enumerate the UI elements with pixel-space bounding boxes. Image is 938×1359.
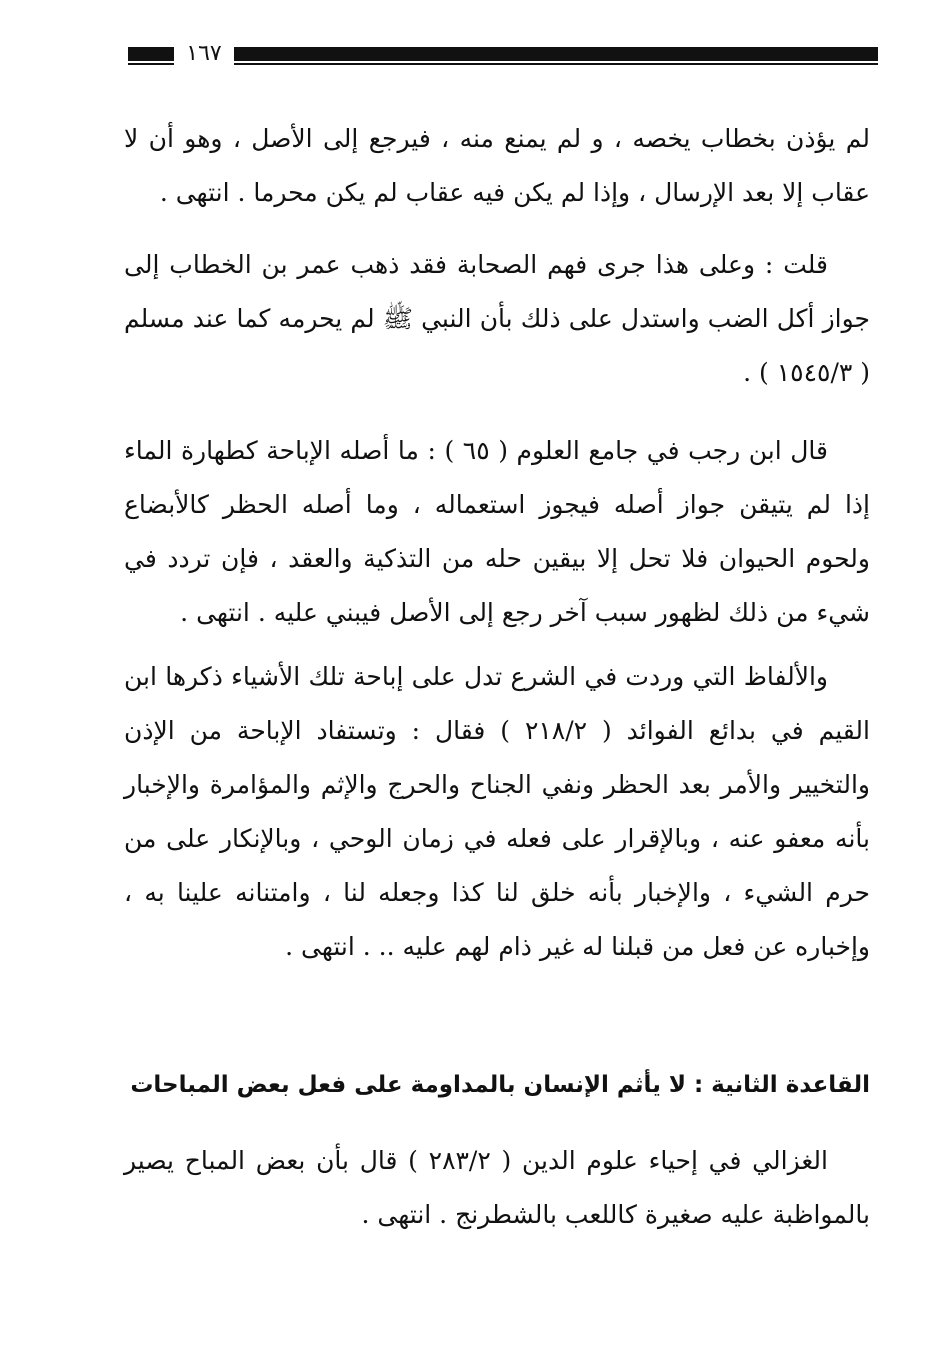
page-header <box>128 38 878 70</box>
page-number: ١٦٧ <box>186 41 222 66</box>
paragraph-continuation: لم يؤذن بخطاب يخصه ، و لم يمنع منه ، فيرجع إلى الأصل ، وهو أن لا عقاب إلا بعد الإرسال ، وإذا لم يكن فيه عقاب لم يكن محرما . انتهى . <box>124 124 870 207</box>
paragraph-ibn-rajab: قال ابن رجب في جامع العلوم ( ٦٥ ) : ما أصله الإباحة كطهارة الماء إذا لم يتيقن جواز أصله فيجوز استعماله ، وما أصله الحظر كالأبضاع ولحوم الحيوان فلا تحل إلا بيقين حله من التذكية والعقد ، فإن تردد في شيء من ذلك لظهور سبب آخر رجع إلى الأصل فيبني عليه . انتهى . <box>124 436 871 627</box>
header-rule-left-thin <box>128 63 174 65</box>
header-rule-left <box>128 47 174 61</box>
page-body <box>124 112 870 1242</box>
paragraph-omar-dhabb: قلت : وعلى هذا جرى فهم الصحابة فقد ذهب عمر بن الخطاب إلى جواز أكل الضب واستدل على ذلك بأن النبي ﷺ لم يحرمه كما عند مسلم ( ١٥٤٥/٣ ) . <box>124 250 870 387</box>
header-rule-right-thin <box>234 63 878 65</box>
paragraph-ibn-qayyim: والألفاظ التي وردت في الشرع تدل على إباحة تلك الأشياء ذكرها ابن القيم في بدائع الفوائد ( ٢١٨/٢ ) فقال : وتستفاد الإباحة من الإذن والتخيير والأمر بعد الحظر ونفي الجناح والحرج والإثم والمؤامرة والإخبار بأنه معفو عنه ، وبالإقرار على فعله في زمان الوحي ، وبالإنكار على من حرم الشيء ، والإخبار بأنه خلق لنا كذا وجعله لنا ، وامتنانه علينا به ، وإخباره عن فعل من قبلنا له غير ذام لهم عليه .. . انتهى . <box>124 662 870 961</box>
paragraph-ghazali: الغزالي في إحياء علوم الدين ( ٢٨٣/٢ ) قال بأن بعض المباح يصير بالمواظبة عليه صغيرة كاللعب بالشطرنج . انتهى . <box>124 1146 870 1229</box>
header-rule-right <box>234 47 878 61</box>
section-heading: القاعدة الثانية : لا يأثم الإنسان بالمداومة على فعل بعض المباحات <box>130 1072 870 1098</box>
